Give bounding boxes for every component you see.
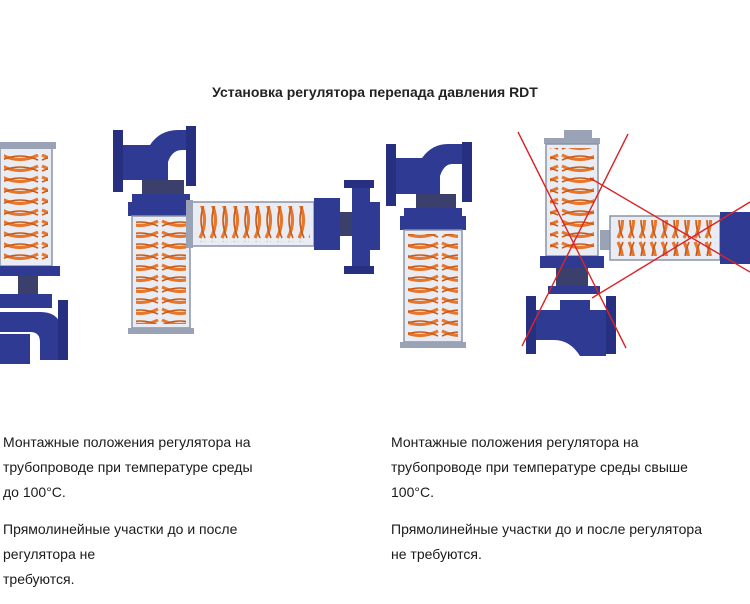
caption-left-line1: Монтажные положения регулятора на [3, 434, 251, 450]
valve-regulator-vertical-down-right [386, 142, 472, 348]
caption-left-note1: Прямолинейные участки до и после регулятора не [3, 521, 238, 562]
valve-regulator-horizontal [186, 180, 380, 274]
caption-right-line1: Монтажные положения регулятора на [391, 434, 639, 450]
page-title: Установка регулятора перепада давления RDT [212, 84, 538, 100]
caption-left-line2: трубопроводе при температуре среды [3, 459, 253, 475]
caption-right-line2: трубопроводе при температуре среды свыше [391, 459, 688, 475]
caption-right-line3: 100°C. [391, 484, 434, 500]
caption-right [391, 430, 741, 579]
installation-illustration [0, 120, 750, 380]
caption-left [3, 430, 303, 604]
caption-left-line3: до 100°C. [3, 484, 66, 500]
valve-regulator-horizontal-crossed [600, 212, 750, 264]
valve-regulator-vertical-down [113, 126, 196, 334]
valve-regulator-vertical-up [0, 142, 68, 364]
caption-right-note2: не требуются. [391, 546, 482, 562]
caption-right-note1: Прямолинейные участки до и после регулятора [391, 521, 703, 537]
caption-left-note2: требуются. [3, 571, 75, 587]
